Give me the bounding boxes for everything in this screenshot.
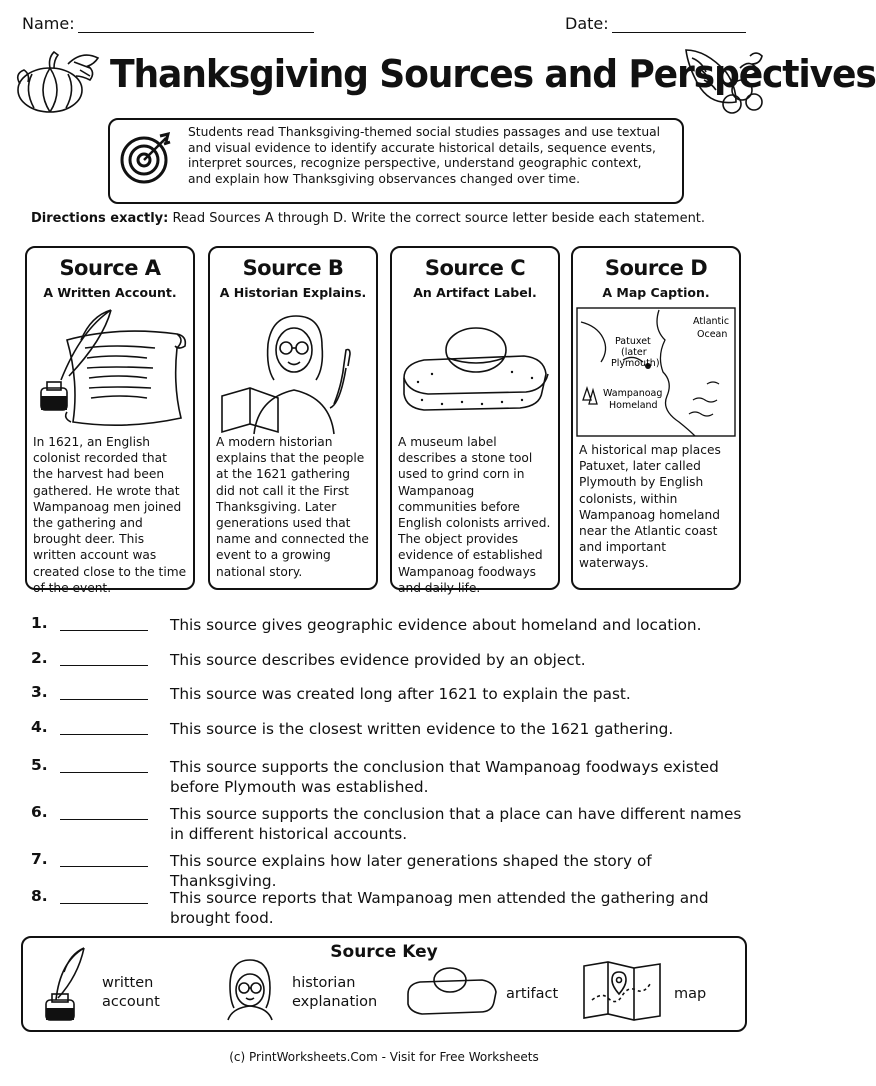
target-icon <box>116 130 176 186</box>
key-label-artifact: artifact <box>506 986 559 1002</box>
map-label-patuxet: Patuxet (later Plymouth) <box>611 336 660 369</box>
source-title: Source A <box>59 256 161 280</box>
question-text: This source is the closest written evidence to the 1621 gathering. <box>170 720 674 738</box>
source-card-a <box>25 246 195 595</box>
directions-label: Directions exactly: <box>31 211 169 226</box>
map-icon <box>573 304 739 444</box>
map-label-ocean: Atlantic Ocean <box>693 316 730 340</box>
grinding-stone-icon <box>392 304 558 434</box>
answer-line[interactable] <box>60 699 148 700</box>
source-body: A museum label describes a stone tool used to grind corn in Wampanoag communities before English colonists arrived. The object provides evidence of established Wampanoag foodways and daily life. <box>398 435 551 595</box>
key-label-written-account: written account <box>102 975 160 1010</box>
source-subtitle: A Historian Explains. <box>219 285 367 300</box>
question-number: 6. <box>31 803 48 821</box>
key-label-historian-explanation: historian explanation <box>292 975 378 1010</box>
answer-line[interactable] <box>60 630 148 631</box>
quill-inkwell-icon <box>38 944 94 1024</box>
question-text: This source supports the conclusion that Wampanoag foodways existed before Plymouth was established. <box>170 758 719 796</box>
map-label-homeland: Wampanoag Homeland <box>603 388 663 411</box>
question-number: 2. <box>31 649 48 667</box>
answer-line[interactable] <box>60 734 148 735</box>
answer-line[interactable] <box>60 772 148 773</box>
key-label-map: map <box>674 986 707 1002</box>
question-number: 7. <box>31 850 48 868</box>
question-number: 1. <box>31 614 48 632</box>
footer-credit: (c) PrintWorksheets.Com - Visit for Free Worksheets <box>229 1050 539 1064</box>
source-subtitle: An Artifact Label. <box>413 285 537 300</box>
objective-text: Students read Thanksgiving-themed social studies passages and use textual and visual evidence to identify accurate historical details, sequence events, interpret sources, recognize perspective, understand geographic context, and explain how Thanksgiving observances changed over time. <box>188 125 661 186</box>
answer-line[interactable] <box>60 665 148 666</box>
quill-scroll-icon <box>27 304 193 434</box>
question-text: This source explains how later generations shaped the story of Thanksgiving. <box>170 852 652 890</box>
name-line[interactable] <box>78 32 314 33</box>
answer-line[interactable] <box>60 866 148 867</box>
worksheet-title: Thanksgiving Sources and Perspectives <box>110 52 876 96</box>
question-number: 5. <box>31 756 48 774</box>
question-number: 3. <box>31 683 48 701</box>
source-key-title: Source Key <box>330 942 438 962</box>
folded-map-icon <box>580 960 664 1022</box>
source-body: A modern historian explains that the people at the 1621 gathering did not call it the First Thanksgiving. Later generations used that name and connected the event to a growing national story. <box>216 435 369 579</box>
directions-text: Read Sources A through D. Write the correct source letter beside each statement. <box>168 211 706 226</box>
date-line[interactable] <box>612 32 746 33</box>
cornucopia-icon <box>680 42 766 120</box>
pumpkin-icon <box>10 44 108 116</box>
date-label: Date: <box>565 14 609 33</box>
historian-face-icon <box>218 956 280 1020</box>
source-card-b <box>208 246 378 590</box>
historian-icon <box>210 304 376 434</box>
source-title: Source D <box>604 256 708 280</box>
directions <box>31 211 705 226</box>
source-subtitle: A Map Caption. <box>602 285 710 300</box>
answer-line[interactable] <box>60 819 148 820</box>
answer-line[interactable] <box>60 903 148 904</box>
source-title: Source C <box>424 256 526 280</box>
question-text: This source reports that Wampanoag men attended the gathering and brought food. <box>170 889 709 927</box>
source-title: Source B <box>242 256 344 280</box>
source-card-c <box>390 246 560 595</box>
question-text: This source was created long after 1621 to explain the past. <box>170 685 631 703</box>
artifact-icon <box>404 964 498 1020</box>
question-text: This source describes evidence provided by an object. <box>170 651 586 669</box>
source-subtitle: A Written Account. <box>43 285 177 300</box>
question-text: This source supports the conclusion that a place can have different names in different historical accounts. <box>170 805 742 843</box>
source-body: A historical map places Patuxet, later called Plymouth by English colonists, within Wampanoag homeland near the Atlantic coast and important waterways. <box>579 443 721 571</box>
name-label: Name: <box>22 14 75 33</box>
source-body: In 1621, an English colonist recorded that the harvest had been gathered. He wrote that Wampanoag men joined the gathering and brought deer. This written account was created close to the time of the event. <box>33 435 187 595</box>
source-card-d <box>571 246 741 590</box>
question-number: 4. <box>31 718 48 736</box>
question-text: This source gives geographic evidence about homeland and location. <box>170 616 702 634</box>
question-number: 8. <box>31 887 48 905</box>
